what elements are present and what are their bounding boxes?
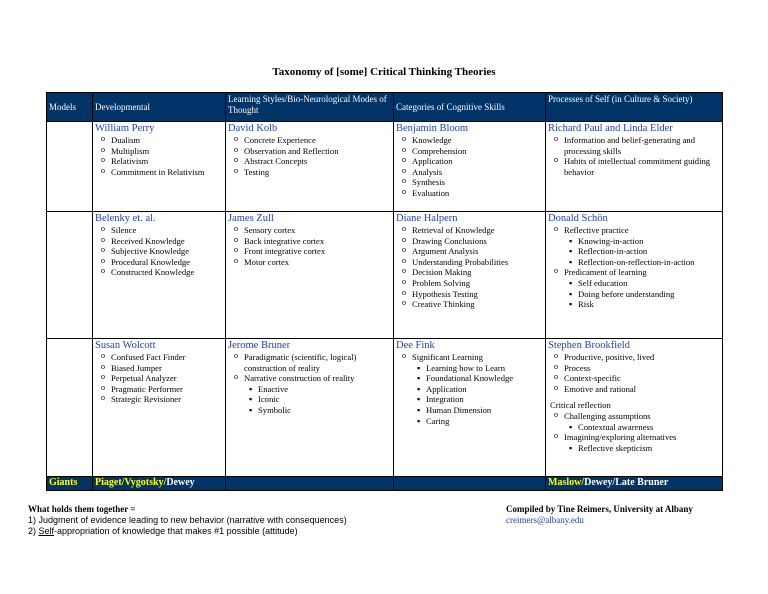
list [548,225,720,310]
list-item: o Concrete Experience [244,135,391,146]
list-item-label: Significant Learning [412,352,483,362]
list-item: o Retrieval of Knowledge [412,225,543,236]
list-item: o Productive, positive, lived [564,352,720,363]
sublist [412,363,543,427]
list-item: o Evaluation [412,188,543,199]
sublist-item: ▪ Human Dimension [426,405,543,416]
document-title: Taxonomy of [some] Critical Thinking Theories [272,66,496,78]
list-item: o Problem Solving [412,278,543,289]
list-item: o Knowledge [412,135,543,146]
sublist-item: ▪ Risk [578,299,720,310]
list-item: o Confused Fact Finder [111,352,223,363]
list-item: o Information and belief-generating and processing skills [564,135,720,156]
sublist-item: ▪ Caring [426,416,543,427]
developmental-cell [93,212,226,339]
list-item [244,373,391,415]
sublist-item: ▪ Integration [426,394,543,405]
theorist-name: Stephen Brookfield [548,340,630,351]
footer-line-2 [28,526,347,537]
list-item: o Front integrative cortex [244,246,391,257]
list-item: o Pragmatic Performer [111,384,223,395]
sublist-item: ▪ Foundational Knowledge [426,373,543,384]
footer-notes [28,504,347,537]
list-item: o Application [412,156,543,167]
models-cell [47,212,93,339]
header-developmental: Developmental [93,93,226,122]
list [548,411,720,453]
table-row [47,339,723,477]
compiler-credit [506,504,693,526]
sublist [564,236,720,268]
sublist-item: ▪ Application [426,384,543,395]
developmental-cell [93,339,226,477]
list-item [564,411,720,432]
list-item: o Process [564,363,720,374]
list-item [412,352,543,426]
list-item: o Silence [111,225,223,236]
list-item: o Drawing Conclusions [412,236,543,247]
theorist-name: Donald Schön [548,213,608,224]
header-models: Models [47,93,93,122]
list [228,352,391,416]
list-item: o Multiplism [111,146,223,157]
theorist-name: Dee Fink [396,340,435,351]
cognitive-skills-cell [394,339,546,477]
footer-line-1: 1) Judgment of evidence leading to new behavior (narrative with consequences) [28,515,347,525]
list-item: o Commitment in Relativism [111,167,223,178]
list [95,352,223,405]
list-item: o Context-specific [564,373,720,384]
sublist-item: ▪ Knowing-in-action [578,236,720,247]
sublist-item: ▪ Reflection-on-reflection-in-action [578,257,720,268]
sublist-item: ▪ Reflection-in-action [578,246,720,257]
theorist-name: Diane Halpern [396,213,458,224]
list-item: o Subjective Knowledge [111,246,223,257]
list-item: o Biased Jumper [111,363,223,374]
sublist-item: ▪ Reflective skepticism [578,443,720,454]
list [95,225,223,278]
learning-styles-cell [226,212,394,339]
list-item: o Perpetual Analyzer [111,373,223,384]
list-item-label: Imagining/exploring alternatives [564,432,677,443]
theorist-name: Richard Paul and Linda Elder [548,123,673,134]
list-item-label: Narrative construction of reality [244,373,355,384]
cognitive-skills-cell [394,122,546,212]
sublist-item: ▪ Symbolic [258,405,391,416]
theorist-name: Jerome Bruner [228,340,291,351]
taxonomy-table [46,92,723,491]
sublist-item: ▪ Doing before understanding [578,289,720,300]
processes-of-self-cell [546,122,723,212]
list-item-label: Reflective practice [564,225,629,235]
list-item: o Abstract Concepts [244,156,391,167]
theorist-name: William Perry [95,123,155,134]
list [396,135,543,199]
sublist-item: ▪ Contextual awareness [578,422,720,433]
list-item: o Argument Analysis [412,246,543,257]
header-learning-styles: Learning Styles/Bio-Neurological Modes of Thought [226,93,394,122]
list-item: o Procedural Knowledge [111,257,223,268]
theorist-name: Belenky et. al. [95,213,156,224]
list-item: o Back integrative cortex [244,236,391,247]
learning-styles-cell [226,122,394,212]
sublist [564,278,720,310]
giants-dev-names: Piaget/Vygotsky/ [95,477,167,488]
sublist-item: ▪ Self education [578,278,720,289]
email-link[interactable]: creimers@albany.edu [506,515,584,525]
giants-label: Giants [47,477,93,491]
list-item [564,225,720,267]
giants-processes-of-self [546,477,723,491]
giants-learning-styles [226,477,394,491]
theorist-name: Benjamin Bloom [396,123,469,134]
giants-self-maslow: Maslow/ [548,477,585,488]
list-item: o Sensory cortex [244,225,391,236]
critical-reflection-label: Critical reflection [550,400,611,411]
list [228,135,391,177]
footer-line-2-prefix: 2) [28,526,39,536]
processes-of-self-cell [546,212,723,339]
models-cell [47,339,93,477]
list [228,225,391,267]
list [396,352,543,426]
list [548,352,720,394]
theorist-name: David Kolb [228,123,278,134]
sublist-item: ▪ Iconic [258,394,391,405]
processes-of-self-cell [546,339,723,477]
list [548,135,720,177]
sublist [564,443,720,454]
table-row [47,122,723,212]
list-item: o Hypothesis Testing [412,289,543,300]
list-item: o Decision Making [412,267,543,278]
list-item: o Creative Thinking [412,299,543,310]
sublist-item: ▪ Learning how to Learn [426,363,543,374]
list-item: o Paradigmatic (scientific, logical) construction of reality [244,352,391,373]
sublist [564,422,720,433]
theorist-name: James Zull [228,213,274,224]
list-item: o Analysis [412,167,543,178]
list-item: o Observation and Reflection [244,146,391,157]
theorist-name: Susan Wolcott [95,340,156,351]
sublist [244,384,391,416]
giants-dev-dewey: Dewey [166,477,195,488]
list-item: o Comprehension [412,146,543,157]
footer-question: What holds them together = [28,504,136,514]
list-item: o Synthesis [412,177,543,188]
list-item: o Testing [244,167,391,178]
list [95,135,223,177]
learning-styles-cell [226,339,394,477]
sublist-item: ▪ Enactive [258,384,391,395]
developmental-cell [93,122,226,212]
header-cognitive-skills: Categories of Cognitive Skills [394,93,546,122]
list-item [564,267,720,309]
list-item [564,432,720,453]
giants-developmental [93,477,226,491]
giants-self-names: Dewey/Late Bruner [584,477,669,488]
footer-line-2-self: Self [38,526,55,536]
list-item: o Emotive and rational [564,384,720,395]
list [396,225,543,310]
list-item: o Understanding Probabilities [412,257,543,268]
header-processes-of-self: Processes of Self (in Culture & Society) [546,93,723,122]
table-row [47,212,723,339]
list-item: o Habits of intellectual commitment guiding behavior [564,156,720,177]
list-item: o Relativism [111,156,223,167]
list-item-label: Challenging assumptions [564,410,651,421]
list-item-label: Predicament of learning [564,267,647,278]
compiled-by: Compiled by Tine Reimers, University at Albany [506,504,693,514]
cognitive-skills-cell [394,212,546,339]
header-row [47,93,723,122]
list-item: o Motor cortex [244,257,391,268]
giants-row [47,477,723,491]
list-item: o Constructed Knowledge [111,267,223,278]
models-cell [47,122,93,212]
giants-cognitive-skills [394,477,546,491]
list-item: o Received Knowledge [111,236,223,247]
footer-line-2-rest: -appropriation of knowledge that makes #1 possible (attitude) [54,526,298,536]
list-item: o Strategic Revisioner [111,394,223,405]
list-item: o Dualism [111,135,223,146]
